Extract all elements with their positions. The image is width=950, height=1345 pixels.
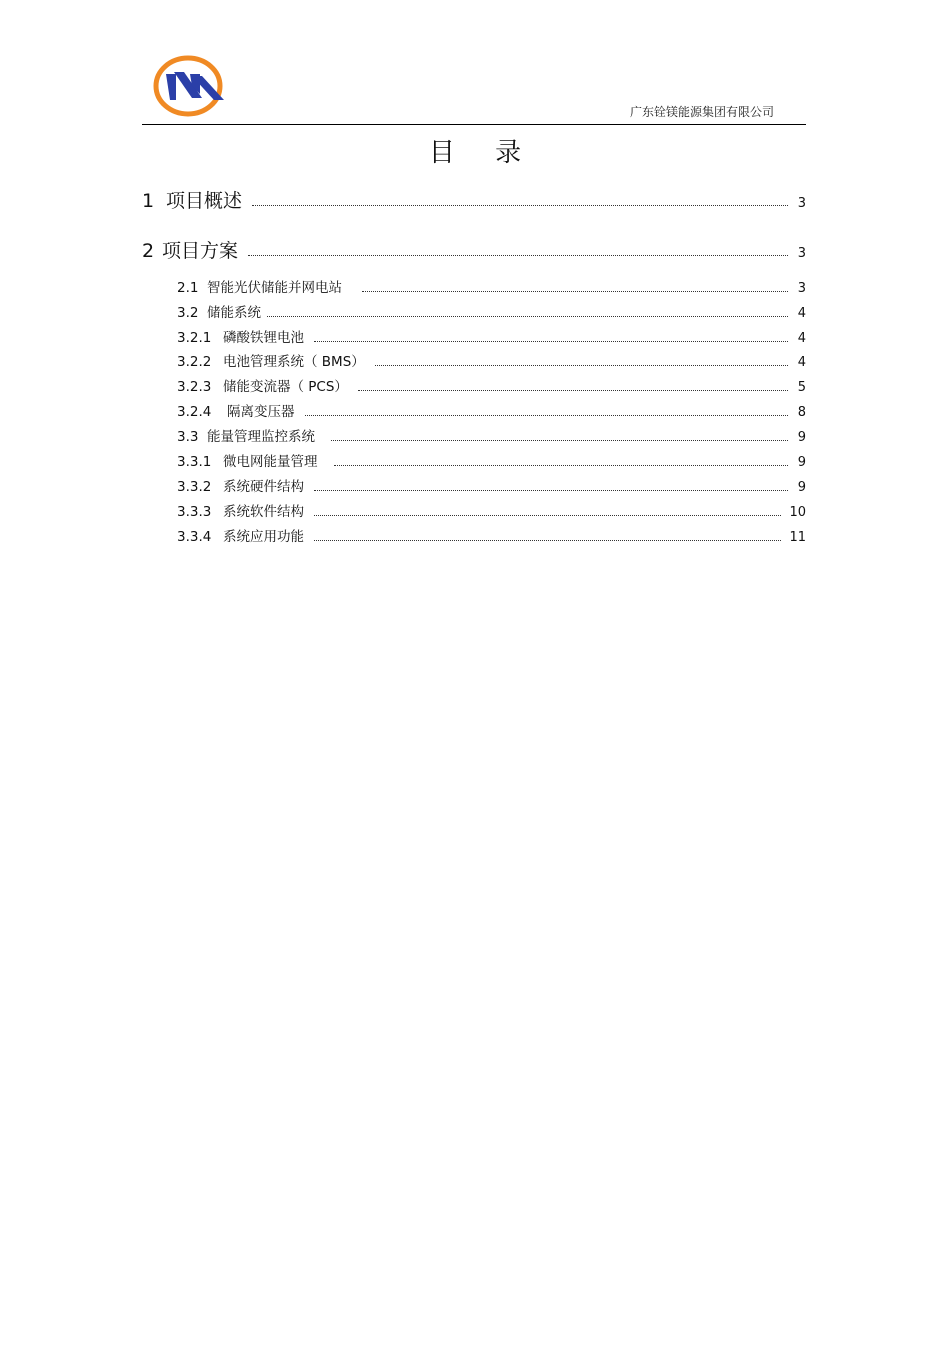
toc-number: 3.3: [177, 429, 199, 445]
toc-page: 3: [797, 281, 806, 296]
toc-page: 4: [797, 331, 806, 346]
toc-number: 3.3.4: [177, 529, 212, 545]
toc-number: 3.2.1: [177, 330, 212, 346]
toc-entry[interactable]: [177, 326, 806, 346]
toc-number: 3.2.3: [177, 379, 212, 395]
page-title: 目 录: [428, 138, 538, 168]
company-logo: [152, 54, 228, 118]
toc-label: 隔离变压器: [227, 404, 295, 420]
toc-leader: [314, 515, 781, 516]
toc-leader: [314, 341, 788, 342]
toc-page: 10: [789, 505, 806, 520]
toc-number: 3.2.4: [177, 404, 212, 420]
toc-page: 3: [797, 246, 806, 261]
toc-page: 8: [797, 405, 806, 420]
toc-entry[interactable]: [177, 350, 806, 370]
company-name: 广东铨镁能源集团有限公司: [629, 105, 774, 119]
toc-label: 微电网能量管理: [223, 454, 318, 470]
toc-page: 5: [797, 380, 806, 395]
toc-leader: [362, 291, 788, 292]
toc-number: 2.1: [177, 280, 199, 296]
toc-leader: [252, 205, 788, 206]
toc-page: 9: [797, 430, 806, 445]
toc-page: 9: [797, 480, 806, 495]
toc-number: 3.2.2: [177, 354, 212, 370]
toc-number: 1: [142, 190, 155, 212]
toc-leader: [375, 365, 788, 366]
toc-leader: [334, 465, 789, 466]
toc-label: 系统硬件结构: [223, 479, 304, 495]
toc-number: 3.3.1: [177, 454, 212, 470]
toc-entry[interactable]: [142, 186, 806, 213]
toc-label: 智能光伏储能并网电站: [207, 280, 342, 296]
toc-leader: [248, 255, 788, 256]
toc-entry[interactable]: [177, 276, 806, 296]
toc-entry[interactable]: [142, 236, 806, 263]
toc-label: 储能变流器（ PCS）: [223, 379, 348, 395]
toc-leader: [314, 540, 781, 541]
toc-entry[interactable]: [177, 301, 806, 321]
toc-page: 11: [789, 530, 806, 545]
toc-label: 项目方案: [162, 240, 239, 262]
toc-label: 项目概述: [166, 190, 243, 212]
toc-entry[interactable]: [177, 425, 806, 445]
toc-number: 3.3.2: [177, 479, 212, 495]
toc-leader: [305, 415, 789, 416]
toc-entry[interactable]: [177, 525, 806, 545]
toc-page: 4: [797, 355, 806, 370]
toc-page: 3: [797, 196, 806, 211]
header-divider: [142, 124, 806, 125]
toc-label: 电池管理系统（ BMS）: [223, 354, 365, 370]
toc-number: 2: [142, 240, 155, 262]
toc-number: 3.3.3: [177, 504, 212, 520]
toc-label: 系统软件结构: [223, 504, 304, 520]
toc-page: 4: [797, 306, 806, 321]
toc-page: 9: [797, 455, 806, 470]
toc-leader: [331, 440, 788, 441]
toc-label: 系统应用功能: [223, 529, 304, 545]
toc-entry[interactable]: [177, 475, 806, 495]
toc-leader: [314, 490, 788, 491]
toc-label: 磷酸铁锂电池: [223, 330, 304, 346]
toc-number: 3.2: [177, 305, 199, 321]
toc-entry[interactable]: [177, 400, 806, 420]
toc-leader: [358, 390, 788, 391]
toc-label: 储能系统: [207, 305, 261, 321]
toc-entry[interactable]: [177, 450, 806, 470]
toc-entry[interactable]: [177, 375, 806, 395]
toc-label: 能量管理监控系统: [207, 429, 315, 445]
toc-entry[interactable]: [177, 500, 806, 520]
toc-leader: [267, 316, 788, 317]
